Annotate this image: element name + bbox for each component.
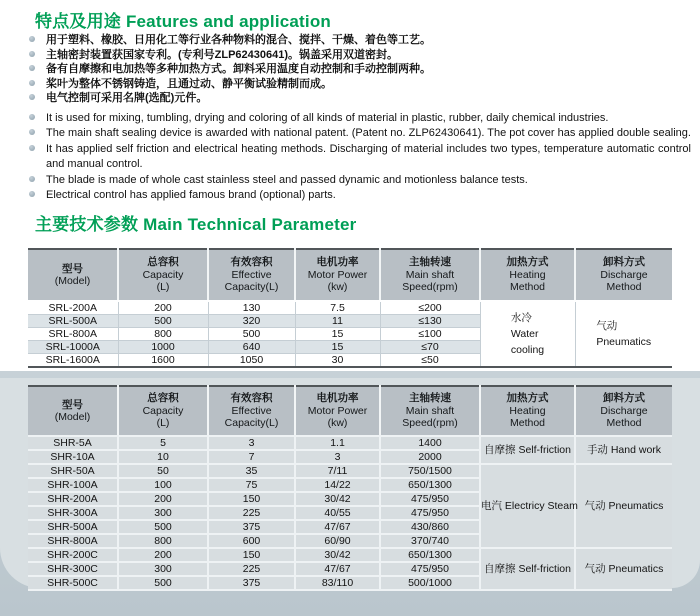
bullet-text: 主轴密封装置获国家专利。(专利号ZLP62430641)。锅盖采用双道密封。 xyxy=(46,48,399,61)
motor-power-cell: 14/22 xyxy=(295,478,380,492)
column-header-line: (kw) xyxy=(327,281,348,294)
shr-parameter-table xyxy=(28,385,672,591)
effective-capacity-cell: 3 xyxy=(208,436,295,450)
motor-power-cell: 15 xyxy=(295,341,380,354)
table-header-row xyxy=(28,386,672,436)
table-row xyxy=(28,464,672,478)
effective-capacity-cell: 150 xyxy=(208,548,295,562)
bullet-item xyxy=(29,173,691,188)
table-row xyxy=(28,301,672,315)
capacity-cell: 500 xyxy=(118,520,208,534)
table-row xyxy=(28,436,672,450)
motor-power-cell: 15 xyxy=(295,328,380,341)
bullet-item xyxy=(29,142,691,173)
main-shaft-speed-cell: 650/1300 xyxy=(380,478,480,492)
motor-power-cell: 11 xyxy=(295,315,380,328)
effective-capacity-cell: 500 xyxy=(208,328,295,341)
column-header-cell xyxy=(380,249,480,301)
effective-capacity-cell: 1050 xyxy=(208,354,295,368)
discharge-method-cell xyxy=(575,436,672,464)
bullet-dot-icon xyxy=(29,94,35,100)
bullet-item xyxy=(29,126,691,141)
bullet-text: 用于塑料、橡胶、日用化工等行业各种物料的混合、搅拌、干燥、着色等工艺。 xyxy=(46,34,431,46)
column-header-line: Speed(rpm) xyxy=(402,417,458,430)
merged-line: Pneumatics xyxy=(596,336,652,348)
heating-method-cell-text xyxy=(484,444,571,456)
column-header-cell xyxy=(295,249,380,301)
bullet-item xyxy=(29,33,431,48)
column-header-cell xyxy=(28,249,118,301)
column-header-line: 卸料方式 xyxy=(603,392,645,405)
effective-capacity-cell: 75 xyxy=(208,478,295,492)
column-header-line: (Model) xyxy=(54,411,91,423)
column-header-line: Heating xyxy=(509,404,546,417)
column-header-line: 加热方式 xyxy=(506,256,549,269)
merged-line: 水冷 xyxy=(510,312,532,324)
column-header-cell xyxy=(575,249,672,301)
main-shaft-speed-cell: 430/860 xyxy=(380,520,480,534)
capacity-cell: 100 xyxy=(118,478,208,492)
bullet-text: The blade is made of whole cast stainless steel and passed dynamic and motionless balance tests. xyxy=(46,173,528,186)
capacity-cell: 500 xyxy=(118,576,208,590)
heating-method-cell xyxy=(480,464,578,548)
model-cell: SHR-300C xyxy=(28,562,118,576)
column-header-line: Capacity(L) xyxy=(224,281,279,294)
srl-parameter-table xyxy=(28,248,672,368)
bullet-dot-icon xyxy=(29,36,35,42)
column-header-cell xyxy=(480,249,575,301)
column-header-cell xyxy=(295,386,380,436)
main-shaft-speed-cell: ≤50 xyxy=(380,354,480,368)
table-body xyxy=(28,436,672,590)
column-header-line: 主轴转速 xyxy=(409,256,451,269)
column-header-line: 有效容积 xyxy=(230,392,273,405)
main-shaft-speed-cell: ≤70 xyxy=(380,341,480,354)
merged-line: 手动 Hand work xyxy=(586,444,662,456)
discharge-method-cell xyxy=(575,548,672,590)
heating-method-cell-text xyxy=(481,500,578,512)
column-header-cell xyxy=(380,386,480,436)
merged-line: 气动 xyxy=(596,320,618,332)
motor-power-cell: 30 xyxy=(295,354,380,368)
features-list-en xyxy=(29,111,691,203)
model-cell: SHR-100A xyxy=(28,478,118,492)
discharge-method-cell-text xyxy=(585,563,664,575)
effective-capacity-cell: 225 xyxy=(208,562,295,576)
bullet-item xyxy=(29,62,431,77)
bullet-item xyxy=(29,48,431,63)
bullet-item xyxy=(29,188,691,203)
merged-line: 气动 Pneumatics xyxy=(584,563,664,575)
bullet-dot-icon xyxy=(29,191,35,197)
column-header-line: Effective xyxy=(231,268,272,281)
bullet-text: 桨叶为整体不锈钢铸造，且通过动、静平衡试验精制而成。 xyxy=(46,77,332,90)
motor-power-cell: 47/67 xyxy=(295,562,380,576)
column-header-cell xyxy=(118,386,208,436)
column-header-line: 有效容积 xyxy=(230,256,273,269)
column-header-cell xyxy=(575,386,672,436)
model-cell: SHR-500A xyxy=(28,520,118,534)
table-header xyxy=(28,386,672,436)
main-shaft-speed-cell: ≤200 xyxy=(380,301,480,315)
features-heading-en: Features and application xyxy=(125,12,332,31)
column-header-line: Motor Power xyxy=(307,404,368,417)
merged-line: 自摩擦 Self-friction xyxy=(484,444,571,456)
column-header-line: Capacity xyxy=(142,268,184,281)
discharge-method-cell-text xyxy=(587,444,661,456)
column-header-line: 总容积 xyxy=(147,256,179,269)
bullet-text: It is used for mixing, tumbling, drying and coloring of all kinds of material in plastic, rubber, daily chemical industries. xyxy=(46,112,609,124)
capacity-cell: 500 xyxy=(118,315,208,328)
bullet-text: The main shaft sealing device is awarded with national patent. (Patent no. ZLP62430641). The pot cover has applied double sealing. xyxy=(46,127,691,140)
bullet-dot-icon xyxy=(29,114,35,120)
column-header-line: Method xyxy=(606,417,642,430)
main-shaft-speed-cell: ≤130 xyxy=(380,315,480,328)
column-header-line: 主轴转速 xyxy=(409,392,451,405)
bullet-dot-icon xyxy=(29,80,35,86)
bullet-dot-icon xyxy=(29,51,35,57)
column-header-line: Main shaft xyxy=(405,404,455,417)
bullet-dot-icon xyxy=(29,145,35,151)
table-body xyxy=(28,301,672,367)
motor-power-cell: 7/11 xyxy=(295,464,380,478)
capacity-cell: 1600 xyxy=(118,354,208,368)
effective-capacity-cell: 320 xyxy=(208,315,295,328)
column-header-cell xyxy=(480,386,575,436)
bullet-text: It has applied self friction and electrical heating methods. Discharging of material includes two types, temperature automatic control and manual control. xyxy=(46,142,691,171)
effective-capacity-cell: 150 xyxy=(208,492,295,506)
capacity-cell: 50 xyxy=(118,464,208,478)
effective-capacity-cell: 225 xyxy=(208,506,295,520)
table-row xyxy=(28,548,672,562)
motor-power-cell: 7.5 xyxy=(295,301,380,315)
column-header-line: (L) xyxy=(156,417,170,430)
main-shaft-speed-cell: ≤100 xyxy=(380,328,480,341)
motor-power-cell: 40/55 xyxy=(295,506,380,520)
column-header-line: Method xyxy=(509,417,546,430)
motor-power-cell: 60/90 xyxy=(295,534,380,548)
column-header-line: Discharge xyxy=(600,404,648,417)
effective-capacity-cell: 35 xyxy=(208,464,295,478)
model-cell: SHR-300A xyxy=(28,506,118,520)
column-header-line: 电机功率 xyxy=(316,256,359,269)
column-header-line: Heating xyxy=(509,268,546,281)
heating-method-cell xyxy=(480,436,575,464)
column-header-line: Method xyxy=(606,281,642,294)
effective-capacity-cell: 7 xyxy=(208,450,295,464)
column-header-line: Method xyxy=(509,281,546,294)
column-header-line: 型号 xyxy=(62,262,83,275)
capacity-cell: 800 xyxy=(118,534,208,548)
model-cell: SRL-800A xyxy=(28,328,118,341)
column-header-line: Speed(rpm) xyxy=(402,281,458,294)
main-shaft-speed-cell: 500/1000 xyxy=(380,576,480,590)
capacity-cell: 200 xyxy=(118,492,208,506)
merged-line: 自摩擦 Self-friction xyxy=(484,563,571,575)
main-shaft-speed-cell: 475/950 xyxy=(380,562,480,576)
column-header-cell xyxy=(28,386,118,436)
model-cell: SRL-1000A xyxy=(28,341,118,354)
model-cell: SRL-200A xyxy=(48,302,97,314)
column-header-line: 型号 xyxy=(62,398,83,411)
capacity-cell: 300 xyxy=(118,506,208,520)
capacity-cell: 1000 xyxy=(118,341,208,354)
merged-line: 气动 Pneumatics xyxy=(584,500,664,512)
column-header-line: Main shaft xyxy=(405,268,455,281)
effective-capacity-cell: 130 xyxy=(208,301,295,315)
effective-capacity-cell: 375 xyxy=(208,576,295,590)
main-shaft-speed-cell: 475/950 xyxy=(380,506,480,520)
column-header-line: (L) xyxy=(156,281,170,294)
column-header-line: Discharge xyxy=(600,268,648,281)
merged-line: 电汽 Electricy Steam xyxy=(481,500,578,512)
motor-power-cell: 3 xyxy=(295,450,380,464)
effective-capacity-cell: 640 xyxy=(208,341,295,354)
bullet-text: 电气控制可采用名牌(选配)元件。 xyxy=(46,92,208,105)
model-cell: SHR-10A xyxy=(28,450,118,464)
table-header xyxy=(28,249,672,301)
column-header-line: 卸料方式 xyxy=(603,256,645,269)
bullet-text: Electrical control has applied famous brand (optional) parts. xyxy=(46,189,336,202)
discharge-method-cell-text xyxy=(596,318,651,350)
main-shaft-speed-cell: 2000 xyxy=(380,450,480,464)
main-shaft-speed-cell: 750/1500 xyxy=(380,464,480,478)
model-cell: SHR-5A xyxy=(28,436,118,450)
column-header-cell xyxy=(118,249,208,301)
capacity-cell: 5 xyxy=(118,436,208,450)
bullet-text: 备有自摩擦和电加热等多种加热方式。卸料采用温度自动控制和手动控制两种。 xyxy=(46,63,431,76)
column-header-line: 总容积 xyxy=(147,392,179,405)
model-cell: SHR-800A xyxy=(28,534,118,548)
capacity-cell: 200 xyxy=(118,548,208,562)
discharge-method-cell-text xyxy=(585,500,664,512)
merged-line: cooling xyxy=(510,344,545,356)
parameters-heading xyxy=(35,210,356,235)
bullet-dot-icon xyxy=(29,65,35,71)
bullet-item xyxy=(29,77,431,92)
heating-method-cell xyxy=(480,301,575,367)
bullet-item xyxy=(29,111,691,126)
main-shaft-speed-cell: 650/1300 xyxy=(380,548,480,562)
column-header-line: Capacity xyxy=(142,404,184,417)
capacity-cell: 800 xyxy=(118,328,208,341)
main-shaft-speed-cell: 370/740 xyxy=(380,534,480,548)
motor-power-cell: 1.1 xyxy=(295,436,380,450)
bullet-dot-icon xyxy=(29,129,35,135)
heating-method-cell xyxy=(480,548,575,590)
column-header-line: 加热方式 xyxy=(506,392,549,405)
discharge-method-cell xyxy=(575,464,672,548)
model-cell: SHR-200A xyxy=(28,492,118,506)
bullet-dot-icon xyxy=(29,176,35,182)
table-header-row xyxy=(28,249,672,301)
column-header-line: (Model) xyxy=(54,275,91,287)
capacity-cell: 10 xyxy=(118,450,208,464)
model-cell: SHR-50A xyxy=(28,464,118,478)
capacity-cell: 300 xyxy=(118,562,208,576)
features-heading xyxy=(35,7,331,32)
column-header-line: Capacity(L) xyxy=(224,417,279,430)
column-header-line: Motor Power xyxy=(307,268,368,281)
bullet-item xyxy=(29,91,431,106)
model-cell: SHR-500C xyxy=(28,576,118,590)
model-cell: SHR-200C xyxy=(28,548,118,562)
model-cell: SRL-1600A xyxy=(28,354,118,368)
discharge-method-cell xyxy=(575,301,672,367)
main-shaft-speed-cell: 475/950 xyxy=(380,492,480,506)
column-header-cell xyxy=(208,249,295,301)
capacity-cell: 200 xyxy=(118,301,208,315)
features-list-zh xyxy=(29,33,431,106)
motor-power-cell: 83/110 xyxy=(295,576,380,590)
column-header-line: (kw) xyxy=(327,417,348,430)
main-shaft-speed-cell: 1400 xyxy=(380,436,480,450)
heating-method-cell-text xyxy=(511,310,544,358)
column-header-line: Effective xyxy=(231,404,272,417)
effective-capacity-cell: 375 xyxy=(208,520,295,534)
column-header-cell xyxy=(208,386,295,436)
effective-capacity-cell: 600 xyxy=(208,534,295,548)
features-heading-zh: 特点及用途 xyxy=(35,12,121,31)
motor-power-cell: 47/67 xyxy=(295,520,380,534)
merged-line: Water xyxy=(510,328,539,340)
parameters-heading-en: Main Technical Parameter xyxy=(143,215,357,234)
parameters-heading-zh: 主要技术参数 xyxy=(35,215,139,234)
motor-power-cell: 30/42 xyxy=(295,548,380,562)
motor-power-cell: 30/42 xyxy=(295,492,380,506)
heating-method-cell-text xyxy=(484,563,571,575)
column-header-line: 电机功率 xyxy=(316,392,359,405)
model-cell: SRL-500A xyxy=(28,315,118,328)
